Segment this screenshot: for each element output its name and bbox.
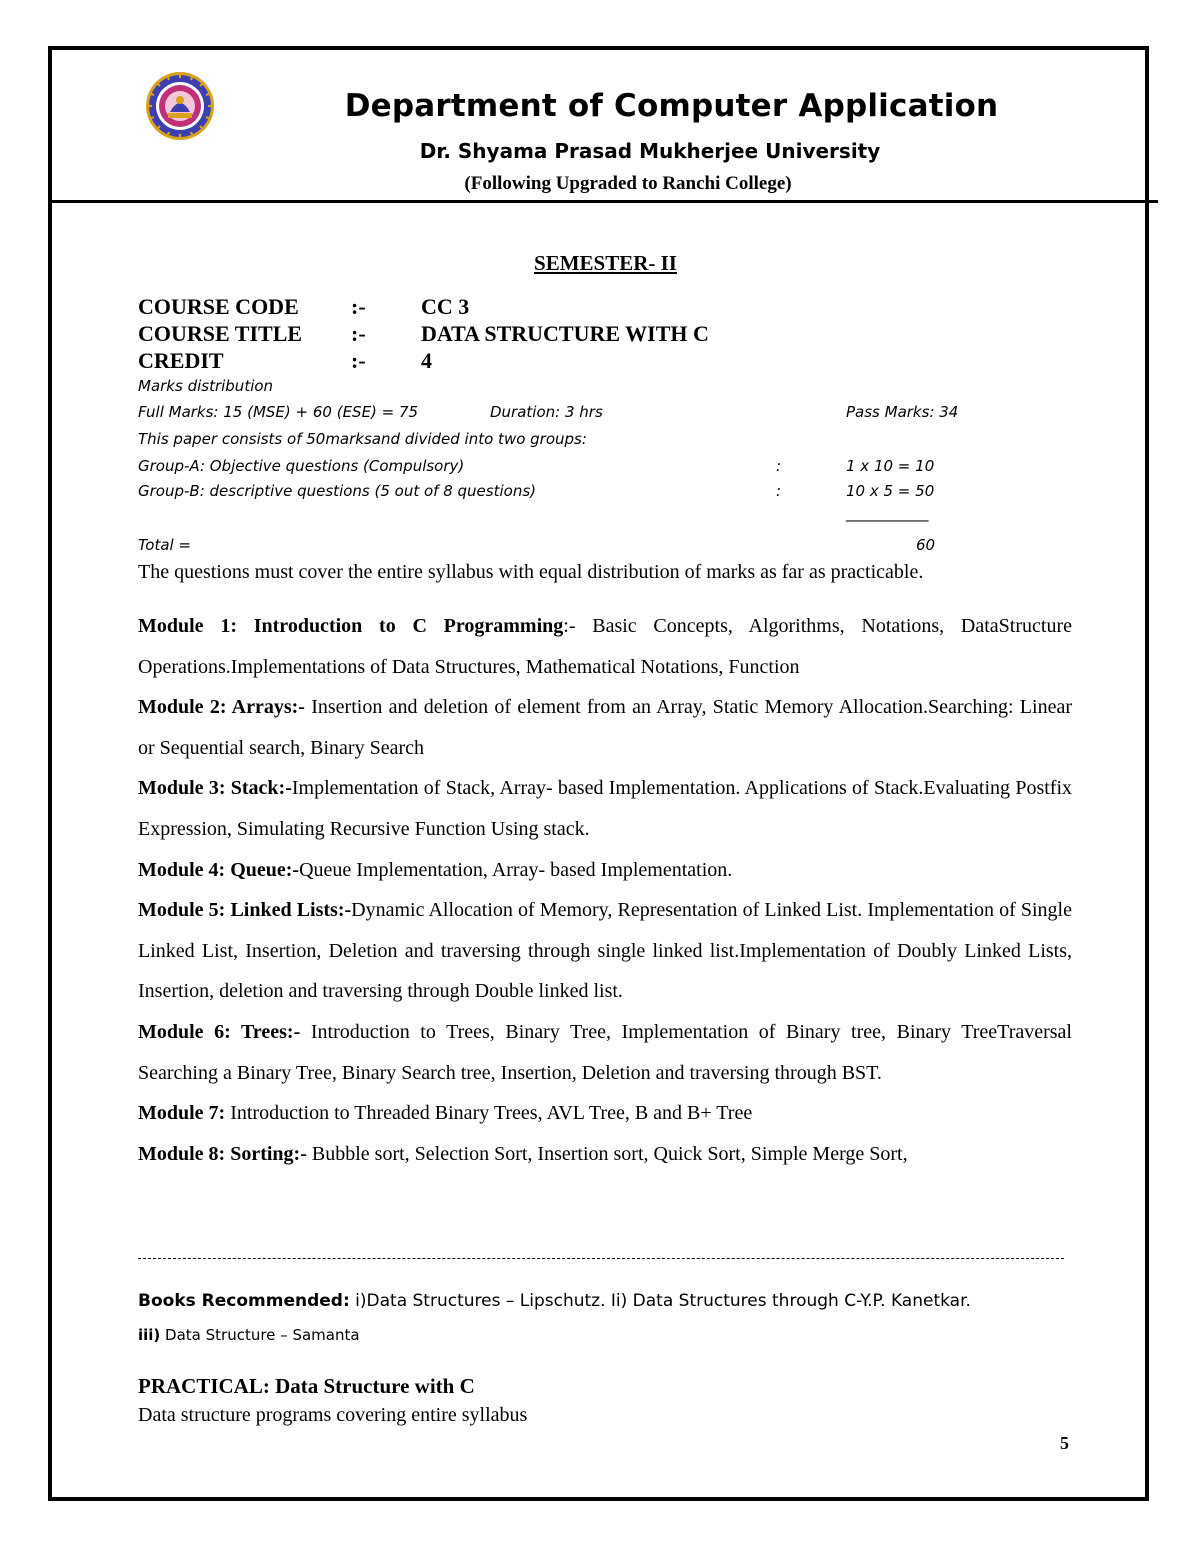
module-title: Module 7: (138, 1102, 226, 1125)
module-item (138, 606, 1072, 687)
course-code-separator: :- (351, 294, 366, 319)
credit-label: CREDIT (138, 348, 224, 373)
coverage-note: The questions must cover the entire syllabus with equal distribution of marks as far as practicable. (138, 561, 924, 583)
group-a-label: Group-A: Objective questions (Compulsory) (138, 457, 465, 475)
page-number: 5 (1060, 1433, 1069, 1453)
module-text: Introduction to Threaded Binary Trees, AVL Tree, B and B+ Tree (225, 1102, 753, 1125)
full-marks: Full Marks: 15 (MSE) + 60 (ESE) = 75 (138, 403, 419, 421)
section-divider (138, 1258, 1064, 1259)
books-label: Books Recommended: (138, 1291, 350, 1311)
module-text: Implementation of Stack, Array- based Implementation. Applications of Stack.Evaluating Postfix Expression, Simulating Recursive Function Using stack. (138, 777, 1073, 840)
college-note: (Following Upgraded to Ranchi College) (464, 173, 792, 194)
books-list-1: i)Data Structures – Lipschutz. Ii) Data Structures through C-Y.P. Kanetkar. (349, 1291, 971, 1311)
module-title: Module 8: Sorting:- (138, 1142, 307, 1165)
credit-value: 4 (421, 348, 432, 373)
module-title: Module 1: Introduction to C Programming (138, 615, 564, 637)
books-item-3-label: iii) (138, 1326, 161, 1344)
total-label: Total = (138, 536, 192, 554)
group-a-colon: : (776, 457, 782, 475)
module-item (138, 768, 1072, 849)
module-item (138, 1134, 1072, 1175)
total-value: 60 (916, 536, 936, 554)
practical-title: PRACTICAL: Data Structure with C (138, 1374, 475, 1398)
module-title: Module 2: Arrays:- (138, 696, 305, 719)
total-rule: ___________ (846, 504, 929, 522)
credit-separator: :- (351, 348, 366, 373)
department-title: Department of Computer Application (344, 88, 999, 124)
group-b-label: Group-B: descriptive questions (5 out of 8 questions) (138, 482, 537, 500)
paper-info: This paper consists of 50marksand divided into two groups: (138, 430, 587, 448)
semester-heading: SEMESTER- II (534, 251, 677, 275)
course-code-value: CC 3 (421, 294, 470, 319)
group-b-value: 10 x 5 = 50 (846, 482, 935, 500)
module-item (138, 890, 1072, 1012)
group-b-colon: : (776, 482, 782, 500)
pass-marks: Pass Marks: 34 (846, 403, 959, 421)
university-name: Dr. Shyama Prasad Mukherjee University (419, 139, 881, 163)
module-text: Insertion and deletion of element from an Array, Static Memory Allocation.Searching: Linear or Sequential search, Binary Search (138, 696, 1072, 759)
module-title: Module 6: Trees:- (138, 1020, 301, 1043)
module-item (138, 687, 1072, 768)
books-line-1 (138, 1291, 971, 1311)
module-text: Dynamic Allocation of Memory, Representation of Linked List. Implementation of Single Linked List, Insertion, Deletion and traversing through single linked list.Implementation of Doubly Linked Lists, Insertion, deletion and traversing through Double linked list. (138, 899, 1072, 1003)
module-text: Bubble sort, Selection Sort, Insertion sort, Quick Sort, Simple Merge Sort, (306, 1142, 908, 1165)
books-line-2 (138, 1326, 360, 1344)
course-title-separator: :- (351, 321, 366, 346)
module-text: Introduction to Trees, Binary Tree, Implementation of Binary tree, Binary TreeTraversal Searching a Binary Tree, Binary Search tree, Insertion, Deletion and traversing through BST. (138, 1020, 1072, 1084)
course-title-value: DATA STRUCTURE WITH C (421, 321, 709, 346)
marks-heading: Marks distribution (138, 377, 274, 395)
module-item (138, 1093, 1072, 1134)
group-a-value: 1 x 10 = 10 (846, 457, 935, 475)
module-text: :- Basic Concepts, Algorithms, Notations, DataStructure Operations.Implementations of Data Structures, Mathematical Notations, Function (138, 615, 1072, 678)
module-text: Queue Implementation, Array- based Implementation. (299, 858, 733, 881)
books-list-2: Data Structure – Samanta (160, 1326, 360, 1344)
header-divider (48, 200, 1158, 203)
module-title: Module 4: Queue:- (138, 858, 300, 881)
module-title: Module 3: Stack:- (138, 777, 292, 800)
course-code-label: COURSE CODE (138, 294, 299, 319)
practical-text: Data structure programs covering entire syllabus (138, 1404, 528, 1426)
module-item (138, 1012, 1072, 1093)
module-item (138, 850, 1072, 891)
module-list (138, 606, 1072, 1174)
course-title-label: COURSE TITLE (138, 321, 303, 346)
duration: Duration: 3 hrs (490, 403, 603, 421)
module-title: Module 5: Linked Lists:- (138, 899, 352, 922)
